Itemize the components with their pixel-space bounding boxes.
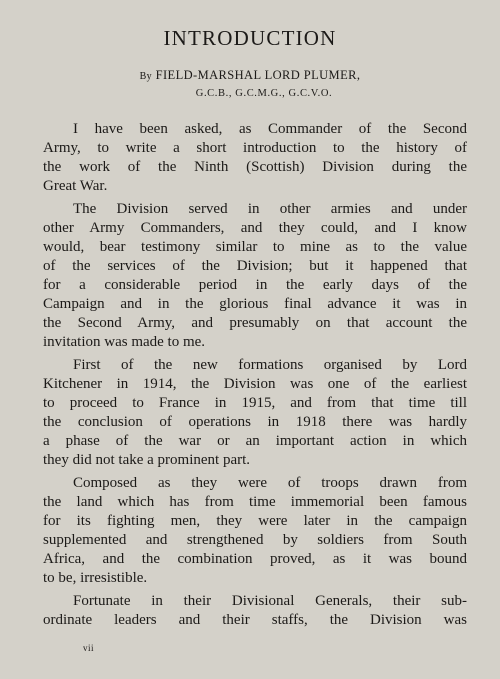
text-line: the work of the Ninth (Scottish) Division during the bbox=[43, 159, 467, 175]
text-line: for a considerable period in the early days of the bbox=[43, 277, 467, 293]
page-number: vii bbox=[83, 643, 95, 653]
text-line: to proceed to France in 1915, and from that time till bbox=[43, 395, 467, 411]
text-line: The Division served in other armies and under bbox=[73, 201, 467, 217]
text-line: the land which has from time immemorial been famous bbox=[43, 494, 467, 510]
text-line: Campaign and in the glorious final advance it was in bbox=[43, 296, 467, 312]
text-line: the Second Army, and presumably on that account the bbox=[43, 315, 467, 331]
text-line: Great War. bbox=[43, 178, 108, 194]
text-line: would, bear testimony similar to mine as to the value bbox=[43, 239, 467, 255]
text-line: Fortunate in their Divisional Generals, their sub- bbox=[73, 593, 467, 609]
text-line: Army, to write a short introduction to the history of bbox=[43, 140, 467, 156]
text-line: they did not take a prominent part. bbox=[43, 452, 251, 468]
byline-by: By bbox=[139, 71, 153, 82]
text-line: the conclusion of operations in 1918 there was hardly bbox=[43, 414, 467, 430]
text-line: First of the new formations organised by Lord bbox=[73, 357, 467, 373]
text-line: of the services of the Division; but it happened that bbox=[43, 258, 467, 274]
text-line: Kitchener in 1914, the Division was one of the earliest bbox=[43, 376, 467, 392]
text-line: invitation was made to me. bbox=[43, 334, 206, 350]
byline-author: FIELD-MARSHAL LORD PLUMER, bbox=[155, 68, 361, 82]
text-line: supplemented and strengthened by soldiers from South bbox=[43, 532, 467, 548]
text-line: a phase of the war or an important action in which bbox=[43, 433, 467, 449]
text-line: ordinate leaders and their staffs, the Division was bbox=[43, 612, 467, 628]
text-line: for its fighting men, they were later in the campaign bbox=[43, 513, 467, 529]
body-text bbox=[43, 120, 467, 630]
text-line: to be, irresistible. bbox=[43, 570, 148, 586]
byline bbox=[0, 68, 500, 83]
text-line: Composed as they were of troops drawn from bbox=[73, 475, 467, 491]
text-line: other Army Commanders, and they could, and I know bbox=[43, 220, 467, 236]
byline-honours: G.C.B., G.C.M.G., G.C.V.O. bbox=[195, 88, 333, 99]
text-line: I have been asked, as Commander of the Second bbox=[73, 121, 467, 137]
text-line: Africa, and the combination proved, as it was bound bbox=[43, 551, 467, 567]
page-title: INTRODUCTION bbox=[163, 26, 337, 50]
